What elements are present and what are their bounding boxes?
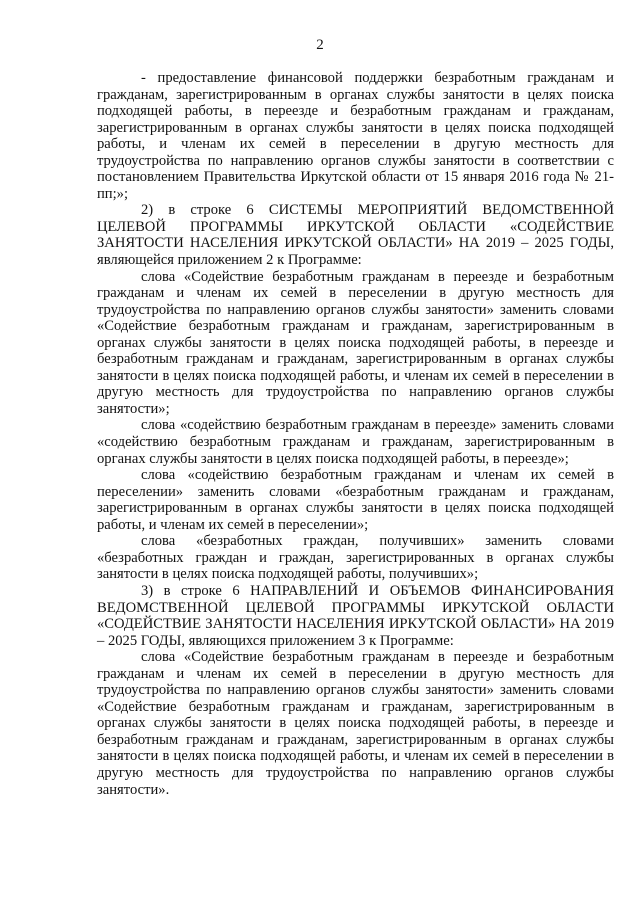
paragraph-replace-words-4: слова «безработных граждан, получивших» заменить словами «безработных граждан и граждан, зарегистрированных в органах службы занятости в целях поиска подходящей работы, получивших»; [97, 533, 614, 583]
page-number: 2 [316, 37, 324, 53]
paragraph-replace-words-1: слова «Содействие безработным гражданам в переезде и безработным гражданам и членам их семей в переселении в другую местность для трудоустройства по направлению органов службы занятости» заменить словами «Содействие безработным гражданам и гражданам, зарегистрированным в органах службы занятости в целях поиска подходящей работы, в переезде и безработным гражданам и гражданам, зарегистрированным в органах службы занятости в целях поиска подходящей работы, и членам их семей в переселении в другую местность для трудоустройства по направлению органов службы занятости»; [97, 268, 614, 417]
paragraph-replace-words-3: слова «содействию безработным гражданам и членам их семей в переселении» заменить словами «безработным гражданам и гражданам, зарегистрированным в органах службы занятости в целях поиска подходящей работы, и членам их семей в переселении»; [97, 467, 614, 533]
paragraph-replace-words-5: слова «Содействие безработным гражданам в переезде и безработным гражданам и членам их семей в переселении в другую местность для трудоустройства по направлению органов службы занятости» заменить словами «Содействие безработным гражданам и гражданам, зарегистрированным в органах службы занятости в целях поиска подходящей работы, в переезде и безработным гражданам и гражданам, зарегистрированным в органах службы занятости в целях поиска подходящей работы, и членам их семей в переселении в другую местность для трудоустройства по направлению органов службы занятости». [97, 649, 614, 798]
paragraph-financial-support: - предоставление финансовой поддержки безработным гражданам и гражданам, зарегистрированным в органах службы занятости в целях поиска подходящей работы, в переезде и безработным гражданам и гражданам, зарегистрированным в органах службы занятости в целях поиска подходящей работы, и членам их семей в переселении в другую местность для трудоустройства по направлению органов службы занятости в соответствии с постановлением Правительства Иркутской области от 15 января 2016 года № 21-пп;»; [97, 70, 614, 202]
document-body [97, 70, 614, 798]
paragraph-amendment-3-heading: 3) в строке 6 НАПРАВЛЕНИЙ И ОБЪЕМОВ ФИНАНСИРОВАНИЯ ВЕДОМСТВЕННОЙ ЦЕЛЕВОЙ ПРОГРАММЫ ИРКУТСКОЙ ОБЛАСТИ «СОДЕЙСТВИЕ ЗАНЯТОСТИ НАСЕЛЕНИЯ ИРКУТСКОЙ ОБЛАСТИ» НА 2019 – 2025 ГОДЫ, являющихся приложением 3 к Программе: [97, 582, 614, 649]
paragraph-amendment-2-heading: 2) в строке 6 СИСТЕМЫ МЕРОПРИЯТИЙ ВЕДОМСТВЕННОЙ ЦЕЛЕВОЙ ПРОГРАММЫ ИРКУТСКОЙ ОБЛАСТИ «СОДЕЙСТВИЕ ЗАНЯТОСТИ НАСЕЛЕНИЯ ИРКУТСКОЙ ОБЛАСТИ» НА 2019 – 2025 ГОДЫ, являющейся приложением 2 к Программе: [97, 202, 614, 269]
paragraph-replace-words-2: слова «содействию безработным гражданам в переезде» заменить словами «содействию безработным гражданам и гражданам, зарегистрированным в органах службы занятости в целях поиска подходящей работы, в переезде»; [97, 417, 614, 467]
